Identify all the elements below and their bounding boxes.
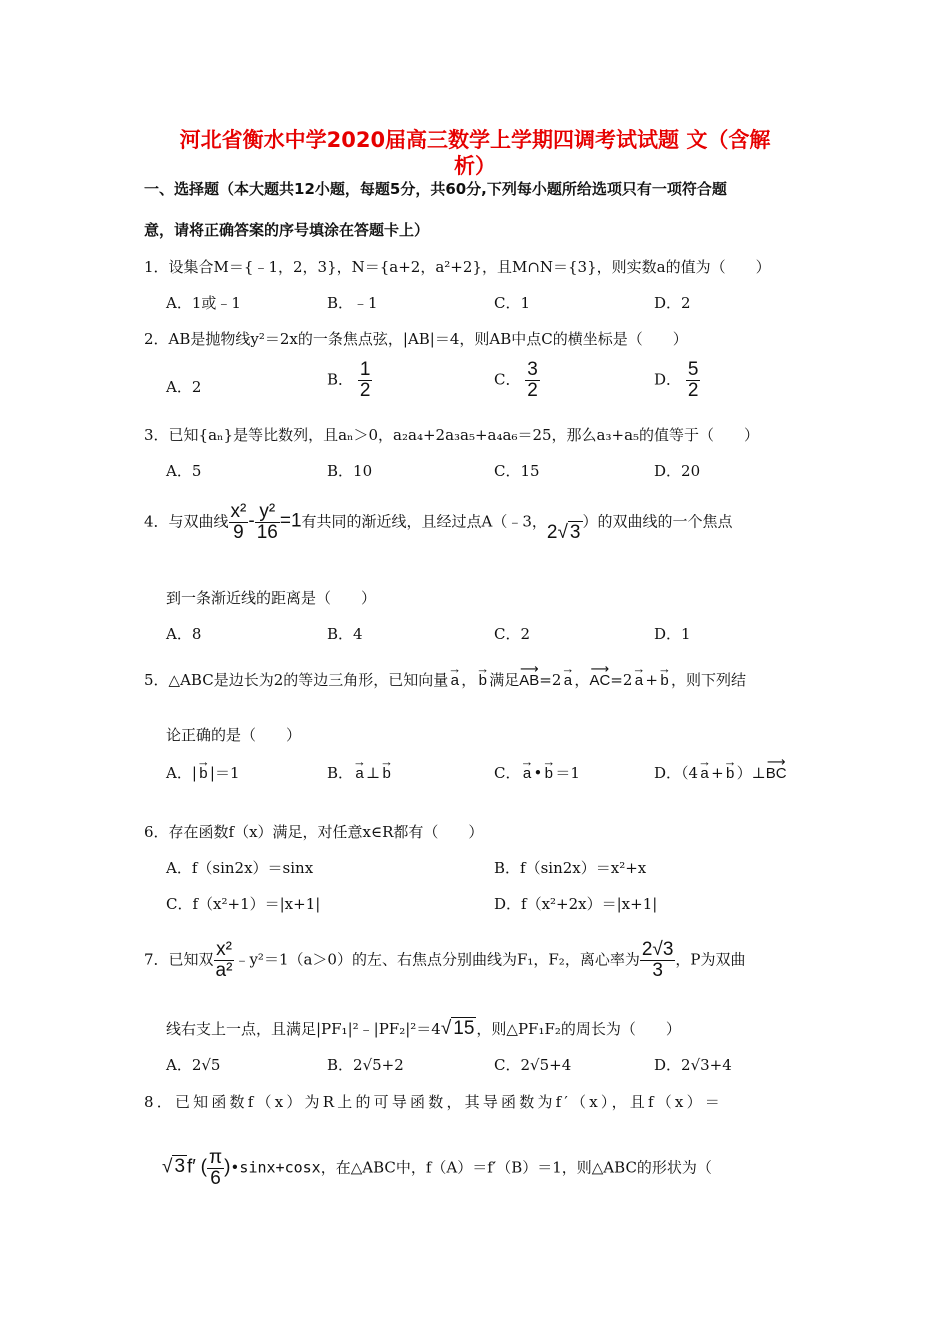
q8-fraction-pi: $\frac{\pi}{6}$ [208,1147,223,1189]
q1-option-a: A．1或﹣1 [166,294,241,312]
question-8-stem-line2: √ 3 f′ ( $\frac{\pi}{6}$ )•sinx+cosx，在△ABC中，f（A）＝f′（B）＝1，则△ABC的形状为（ [162,1147,712,1189]
q5-option-a: A．| → b |＝1 [166,754,240,782]
vector-a: → a [632,661,646,689]
q3-option-b: B．10 [327,462,373,480]
q3-option-a: A．5 [166,462,202,480]
q2-option-d: D． $\frac{5}{2}$ [654,359,699,401]
q3-option-d: D．20 [654,462,701,480]
q6-option-d: D．f（x²+2x）＝|x+1| [494,895,658,913]
q7-fraction-x: $\frac{\text{x²}}{\text{a²}}$ [215,939,233,981]
vector-a: → a [448,661,462,689]
vector-b: → b [476,661,490,689]
document-title-line2: 析） [454,154,496,178]
q7-stem-line2: 线右支上一点，且满足|PF₁|²﹣|PF₂|²＝4√ 15 ，则△PF₁F₂的周长为（ ） [166,1018,681,1039]
q4-option-c: C．2 [494,625,531,643]
section-heading-line2: 意，请将正确答案的序号填涂在答题卡上） [144,221,430,239]
question-1-stem: 1．设集合M＝{﹣1，2，3}，N＝{a+2，a²+2}，且M∩N＝{3}，则实数a的值为（ ） [144,258,771,276]
q5-option-b: B． → a ⊥ → b [327,754,394,782]
q3-option-c: C．15 [494,462,540,480]
vector-b: → b [196,754,210,782]
q1-option-d: D．2 [654,294,691,312]
q2-option-b: B． $\frac{1}{2}$ [327,359,371,401]
section-heading-line1: 一、选择题（本大题共12小题，每题5分，共60分,下列每小题所给选项只有一项符合题 [144,180,727,198]
q2-option-b-fraction: $\frac{1}{2}$ [359,359,371,401]
q4-fraction-x: $\frac{\text{x²}}{9}$ [230,501,247,543]
question-7-stem: 7．已知双 $\frac{\text{x²}}{\text{a²}}$ ﹣y²＝1（a＞0）的左、右焦点分别曲线为F₁，F₂，离心率为 $\frac{2√3}{3}$ ，P为双曲 [144,939,746,981]
q2-option-d-fraction: $\frac{5}{2}$ [687,359,699,401]
q5-option-d: D．（4 → a + → b ）⊥ ⟶ BC [654,754,787,782]
q5-option-c: C． → a • → b ＝1 [494,754,580,782]
q4-option-d: D．1 [654,625,691,643]
vector-a: → a [561,661,575,689]
document-title-line1: 河北省衡水中学2020届高三数学上学期四调考试试题 文（含解 [179,128,771,152]
vector-ab: ⟶ AB [519,661,540,689]
q6-option-c: C．f（x²+1）＝|x+1| [166,895,321,913]
q4-option-b: B．4 [327,625,363,643]
q4-stem-line2: 到一条渐近线的距离是（ ） [166,589,377,607]
question-5-stem: 5．△ABC是边长为2的等边三角形，已知向量 → a ， → b 满足 ⟶ AB=2 → a ， ⟶ AC=2 → a + → b ，则下列结 [144,661,746,689]
q1-option-c: C．1 [494,294,531,312]
question-3-stem: 3．已知{aₙ}是等比数列，且aₙ＞0，a₂a₄+2a₃a₅+a₄a₆＝25，那么a₃+a₅的值等于（ ） [144,426,760,444]
q7-option-b: B．2√5+2 [327,1056,404,1074]
q7-option-c: C．2√5+4 [494,1056,572,1074]
vector-a: → a [520,754,534,782]
q7-option-d: D．2√3+4 [654,1056,732,1074]
q2-option-a: A．2 [166,378,202,396]
q2-option-c-fraction: $\frac{3}{2}$ [527,359,538,401]
vector-b: → b [542,754,556,782]
vector-ac: ⟶ AC [589,661,611,689]
q7-eccentricity-fraction: $\frac{2√3}{3}$ [641,939,674,981]
q4-radical: 2√ 3 [546,522,581,544]
question-8-stem-line1: 8．已知函数f（x）为R上的可导函数，其导函数为f′（x），且f（x）＝ [144,1093,723,1111]
question-2-stem: 2．AB是抛物线y²＝2x的一条焦点弦，|AB|＝4，则AB中点C的横坐标是（ ） [144,330,688,348]
vector-bc: ⟶ BC [765,754,787,782]
vector-a: → a [353,754,367,782]
vector-b: → b [380,754,394,782]
question-4-stem: 4．与双曲线 $\frac{\text{x²}}{9}$ - $\frac{\text{y²}}{16}$ =1有共同的渐近线，且经过点A（﹣3，2√ 3）的双曲线的一个焦点 [144,501,733,544]
vector-b: → b [657,661,671,689]
q6-option-a: A．f（sin2x）＝sinx [166,859,314,877]
question-6-stem: 6．存在函数f（x）满足，对任意x∈R都有（ ） [144,823,484,841]
q5-stem-line2: 论正确的是（ ） [166,726,302,744]
q4-fraction-y: $\frac{\text{y²}}{16}$ [256,501,278,543]
vector-b: → b [723,754,737,782]
q2-option-c: C． $\frac{3}{2}$ [494,359,538,401]
q7-option-a: A．2√5 [166,1056,221,1074]
q6-option-b: B．f（sin2x）＝x²+x [494,859,647,877]
q1-option-b: B．﹣1 [327,294,378,312]
vector-a: → a [698,754,712,782]
q4-option-a: A．8 [166,625,202,643]
